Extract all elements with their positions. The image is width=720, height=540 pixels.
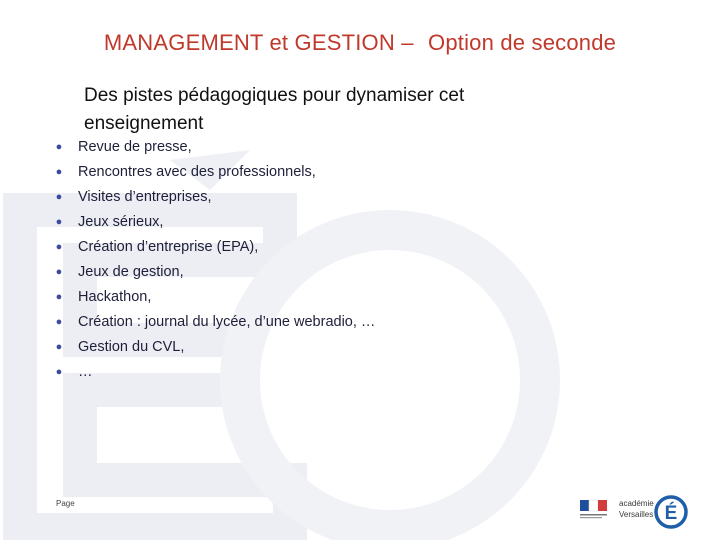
title-part-1: MANAGEMENT et GESTION – (103, 30, 421, 55)
list-item (52, 259, 375, 284)
bullet-icon: ● (55, 190, 63, 203)
logo-mark: É (664, 503, 678, 524)
list-item-text: Jeux sérieux, (78, 213, 164, 230)
title-part-2: Option de seconde (428, 30, 617, 55)
list-item (52, 184, 375, 209)
logo-text-line-1: académie (619, 499, 654, 508)
bullet-icon: ● (55, 240, 63, 253)
logo-text-line-2: Versailles (619, 510, 654, 519)
page-label: Page (56, 499, 75, 508)
list-item-text: Rencontres avec des professionnels, (78, 163, 316, 180)
list-item (52, 309, 375, 334)
list-item (52, 159, 375, 184)
bullet-icon: ● (55, 315, 63, 328)
list-item-text: Revue de presse, (78, 138, 192, 155)
list-item (52, 134, 375, 159)
list-item-text: Visites d’entreprises, (78, 188, 212, 205)
list-item-text: … (78, 363, 93, 380)
bullet-icon: ● (55, 265, 63, 278)
bullet-icon: ● (55, 140, 63, 153)
list-item (52, 234, 375, 259)
slide-subtitle: Des pistes pédagogiques pour dynamiser cet enseignement (84, 85, 465, 134)
bullet-list (52, 134, 375, 384)
republique-francaise-logo (580, 500, 607, 518)
list-item (52, 284, 375, 309)
list-item-text: Hackathon, (78, 288, 152, 305)
bullet-icon: ● (55, 165, 63, 178)
list-item-text: Jeux de gestion, (78, 263, 184, 280)
academie-versailles-logo (576, 488, 688, 530)
bullet-icon: ● (55, 340, 63, 353)
list-item (52, 359, 375, 384)
list-item-text: Création d’entreprise (EPA), (78, 238, 259, 255)
bullet-icon: ● (55, 365, 63, 378)
list-item (52, 334, 375, 359)
slide-title (0, 30, 720, 56)
bullet-icon: ● (55, 215, 63, 228)
bullet-icon: ● (55, 290, 63, 303)
list-item (52, 209, 375, 234)
list-item-text: Création : journal du lycée, d’une webradio, … (78, 313, 376, 330)
list-item-text: Gestion du CVL, (78, 338, 185, 355)
